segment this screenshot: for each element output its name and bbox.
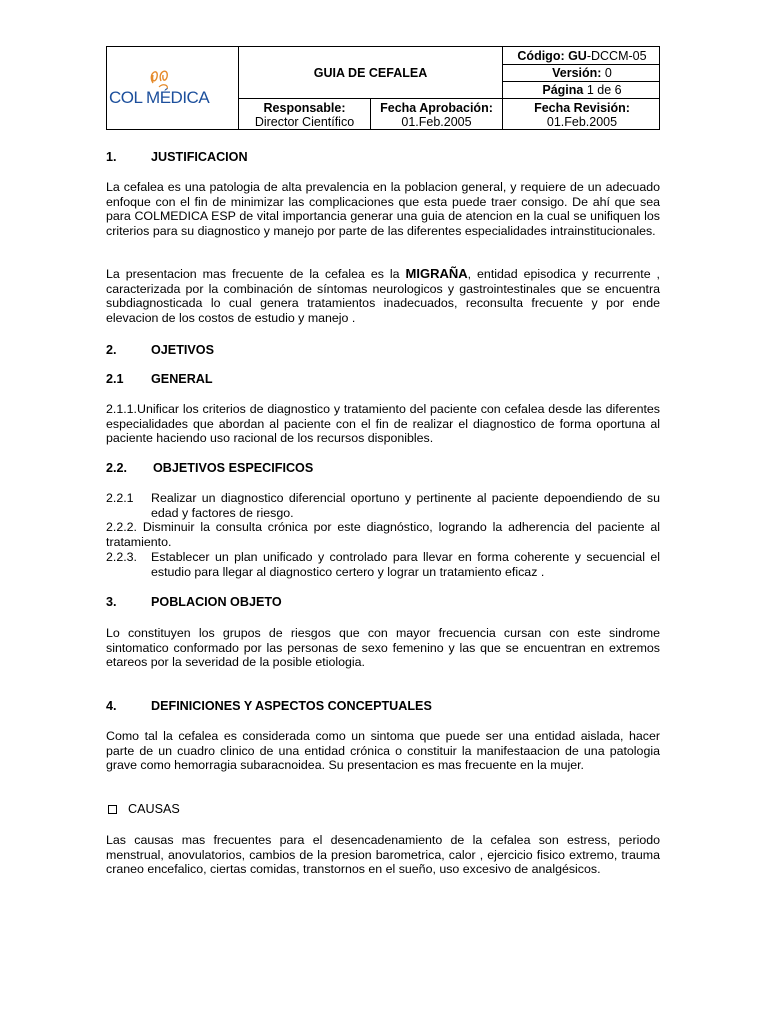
section-1-paragraph-2: [106, 267, 660, 325]
section-1-paragraph-1: La cefalea es una patologia de alta prevalencia en la poblacion general, y requiere de un adecuado enfoque con el fin de minimizar las complicaciones que esta puede traer consigo. De ahí que sea para COLMEDICA ESP de vital importancia generar una guia de atencion en la cual se unifiquen los criterios para su diagnostico y manejo por parte de las diferentes especialidades intrainstitucionales.: [106, 180, 660, 238]
responsable-cell: [239, 99, 370, 130]
fecha-aprobacion-label: Fecha Aprobación:: [380, 100, 493, 115]
section-3-number: [106, 595, 117, 609]
fecha-revision-value: 01.Feb.2005: [546, 114, 618, 129]
responsable-value: Director Científico: [254, 114, 355, 129]
fecha-revision-label: Fecha Revisión:: [534, 100, 630, 115]
section-3-heading: POBLACION OBJETO: [151, 595, 282, 609]
section-2-2-heading: OBJETIVOS ESPECIFICOS: [153, 461, 314, 475]
section-1-number: 1.: [106, 150, 117, 164]
migrana-emphasis: MIGRAÑA: [405, 266, 468, 281]
colmedica-logo: [107, 47, 239, 131]
section-1-heading: JUSTIFICACION: [151, 150, 248, 164]
causas-heading: CAUSAS: [128, 802, 180, 816]
item-2-2-2-text: 2.2.2. Disminuir la consulta crónica por este diagnóstico, logrando la adherencia del paciente al tratamiento.: [106, 520, 660, 549]
pagina-label: Página: [542, 83, 584, 97]
item-2-2-3-text: Establecer un plan unificado y controlado para llevar en forma coherente y secuencial el estudio para llegar al diagnostico certero y lograr un tratamiento eficaz .: [151, 550, 660, 579]
item-2-2-1-number: 2.2.1: [106, 491, 134, 505]
section-2-1-number: 2.1: [106, 372, 124, 386]
section-3-paragraph: Lo constituyen los grupos de riesgos que con mayor frecuencia cursan con este sindrome sintomatico conformado por las personas de sexo femenino y las que se encuentran en extremos etareos por la severidad de la posible etiologia.: [106, 626, 660, 670]
responsable-label: Responsable:: [263, 100, 346, 115]
fecha-aprobacion-value: 01.Feb.2005: [401, 114, 472, 129]
codigo-cell: [503, 47, 661, 64]
version-label: Versión:: [552, 66, 602, 80]
codigo-label: Código: GU: [517, 48, 587, 63]
version-value: 0: [604, 66, 612, 80]
document-title: GUIA DE CEFALEA: [313, 65, 428, 80]
version-cell: [503, 65, 661, 81]
section-4-paragraph: Como tal la cefalea es considerada como un sintoma que puede ser una entidad aislada, hacer parte de un cuadro clinico de una entidad crónica o constituir la manifestaacion de una patologia grave como hemorragia subaracnoidea. Su presentacion es mas frecuente en la mujer.: [106, 729, 660, 773]
paragraph-text: , entidad episodica y recurrente , caracterizada por la combinación de síntomas neurologicos y gastrointestinales que se encuentra subdiagnosticada lo cual genera tratamientos inadecuados, reconsulta frecuente y por ende elevacion de los costos de estudio y manejo .: [106, 267, 660, 325]
section-4-number: 4.: [106, 699, 117, 713]
section-3-number-text: 3.: [106, 595, 117, 609]
section-2-2-number: 2.2.: [106, 461, 128, 475]
pagina-value: 1 de 6: [586, 83, 622, 97]
checkbox-bullet-icon: [108, 805, 117, 814]
section-2-1-paragraph: 2.1.1.Unificar los criterios de diagnostico y tratamiento del paciente con cefalea desde las diferentes especialidades que abordan al paciente con el fin de realizar el diagnostico de forma oportuna al paciente haciendo uso racional de los recursos disponibles.: [106, 402, 660, 446]
fecha-revision-cell: [503, 99, 661, 130]
section-2-number: 2.: [106, 343, 117, 357]
item-2-2-3-number: 2.2.3.: [106, 550, 138, 564]
fecha-aprobacion-cell: [371, 99, 502, 130]
section-4-heading: DEFINICIONES Y ASPECTOS CONCEPTUALES: [151, 699, 432, 713]
causas-paragraph: Las causas mas frecuentes para el desencadenamiento de la cefalea son estress, periodo menstrual, anovulatorios, cambios de la presion barometrica, calor , ejercicio fisico extremo, trauma craneo encefalico, ciertas comidas, transtornos en el sueño, uso excesivo de analgésicos.: [106, 833, 660, 877]
item-2-2-1-text: Realizar un diagnostico diferencial oportuno y pertinente al paciente depoendiendo de su edad y factores de riesgo.: [151, 491, 660, 520]
section-2-heading: OJETIVOS: [151, 343, 214, 357]
paragraph-text: La presentacion mas frecuente de la cefalea es la: [106, 267, 406, 281]
section-2-1-heading: GENERAL: [151, 372, 213, 386]
logo-text: COL MÉDICA: [109, 88, 210, 107]
codigo-value: -DCCM-05: [586, 48, 647, 63]
document-header-table: [106, 46, 660, 130]
pagina-cell: [503, 82, 661, 98]
